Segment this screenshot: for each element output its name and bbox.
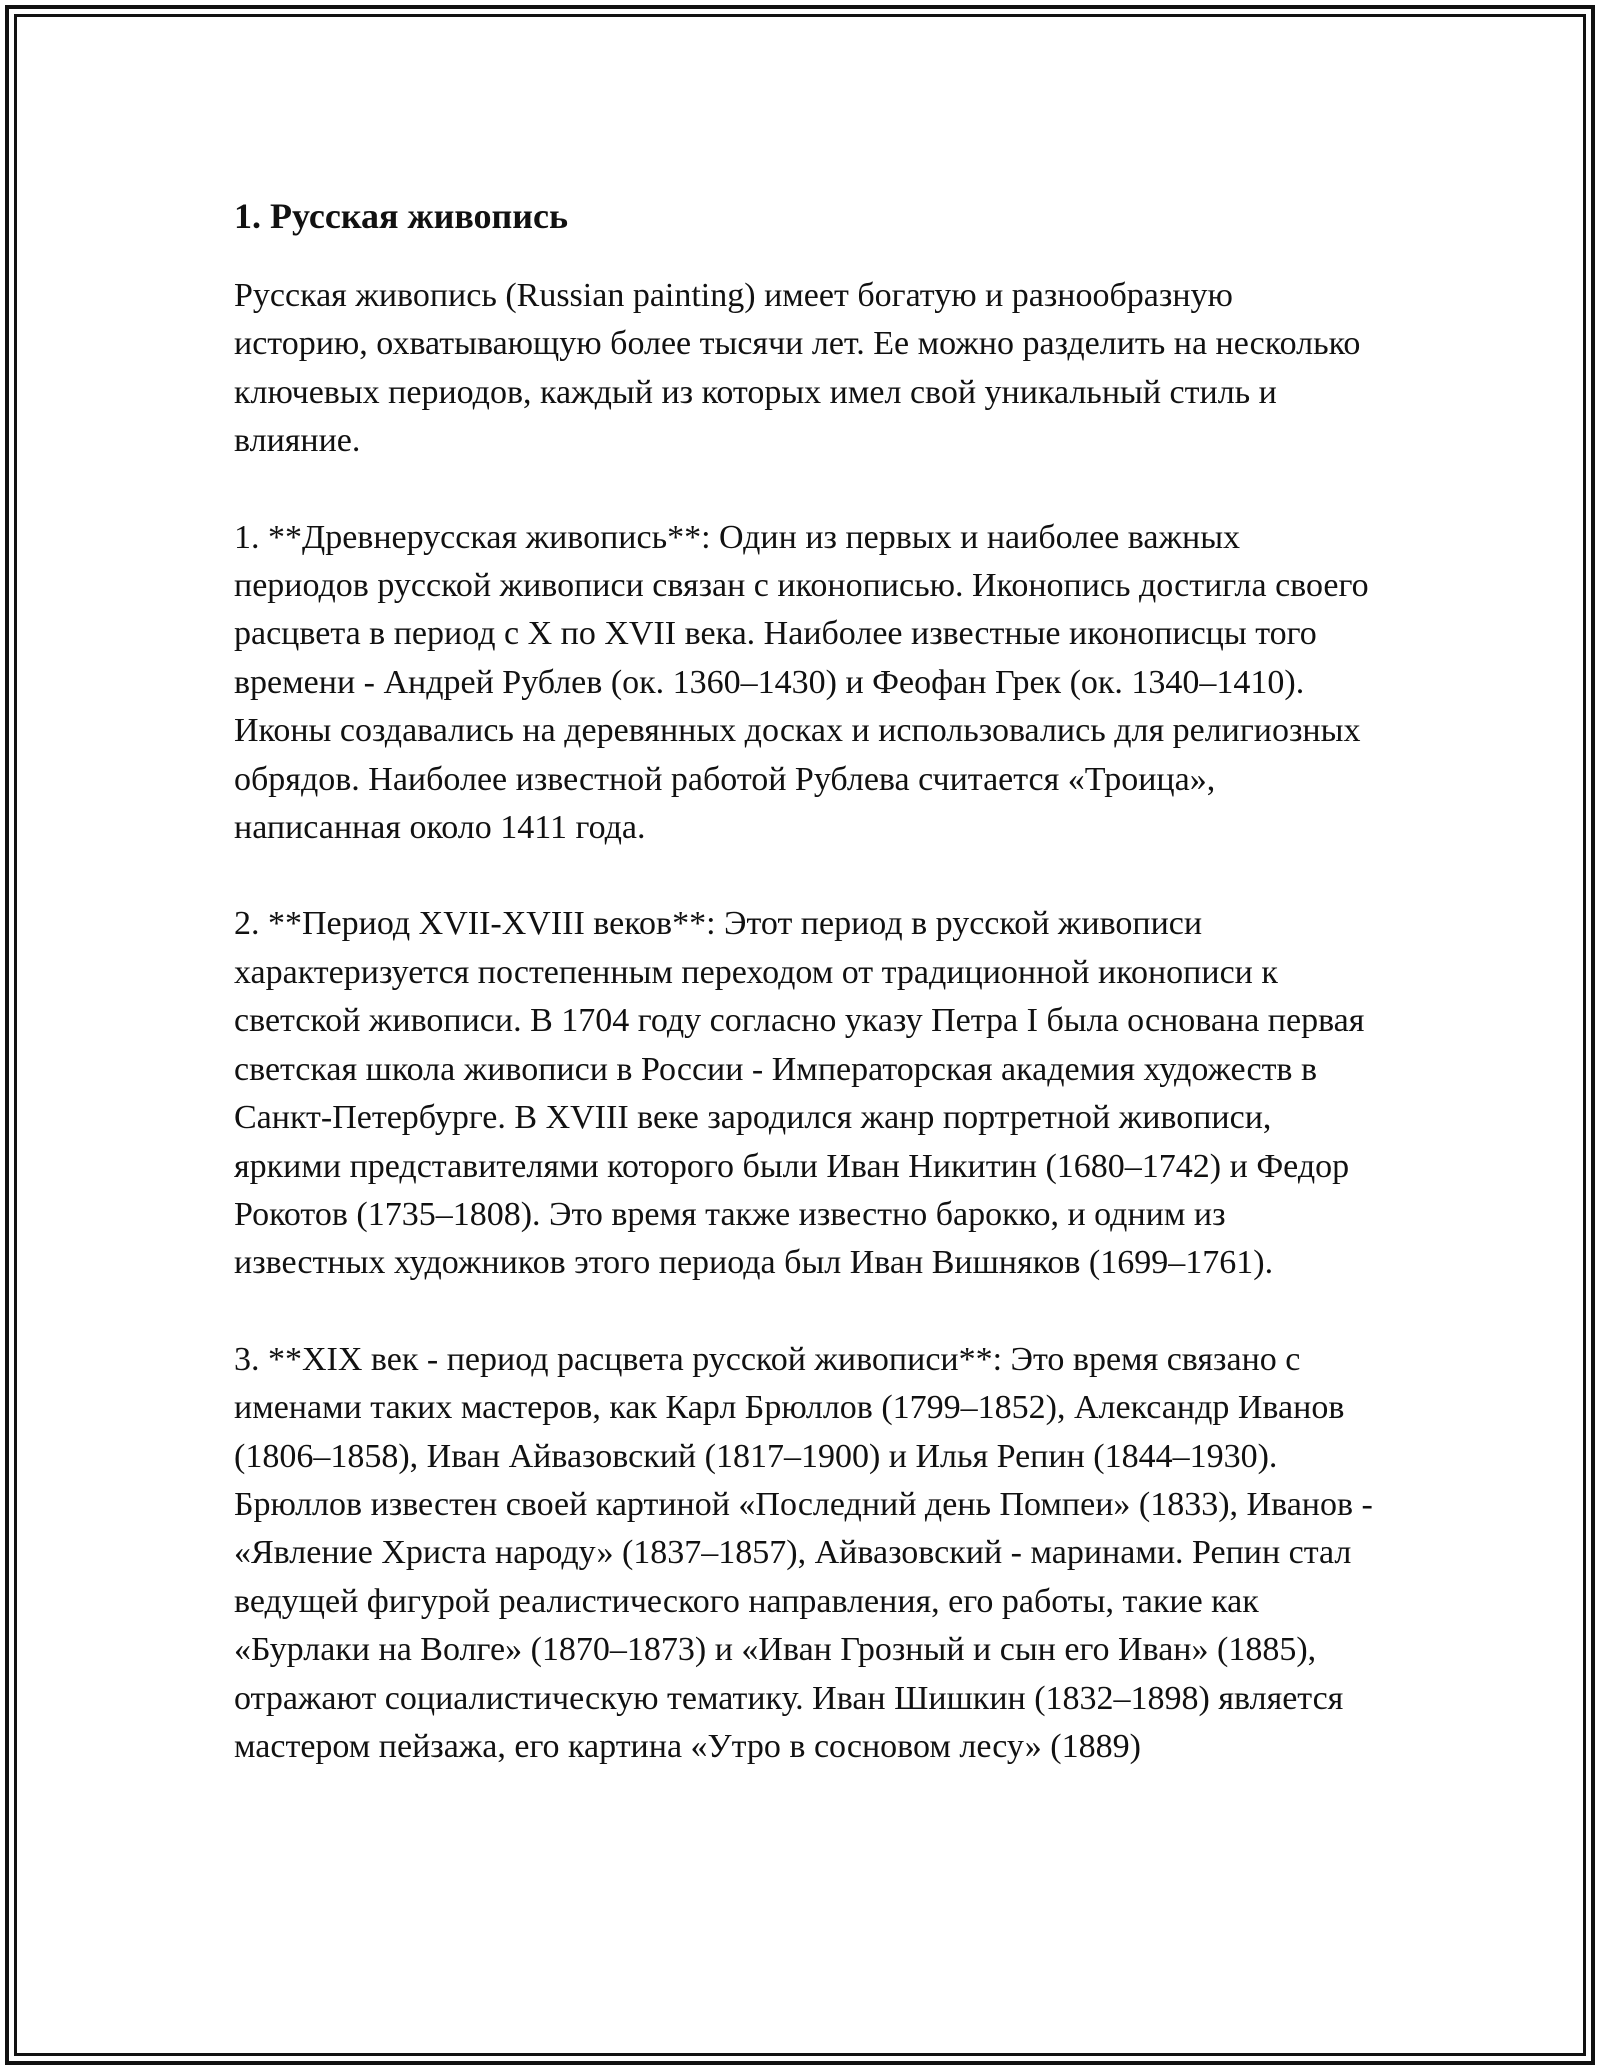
paragraph-old-russian-painting: 1. **Древнерусская живопись**: Один из первых и наиболее важных периодов русской живописи связан с иконописью. Иконопись достигла своего расцвета в период с X по XVII века. Наиболее известные иконописцы того времени - Андрей Рублев (ок. 1360–1430) и Феофан Грек (ок. 1340–1410). Иконы создавались на деревянных досках и использовались для религиозных обрядов. Наиболее известной работой Рублева считается «Троица», написанная около 1411 года. xyxy=(234,518,1369,847)
document-body xyxy=(234,186,1374,1771)
section-heading: 1. Русская живопись xyxy=(234,196,569,236)
paragraph-17-18-centuries: 2. **Период XVII-XVIII веков**: Этот период в русской живописи характеризуется постепенным переходом от традиционной иконописи к светской живописи. В 1704 году согласно указу Петра I была основана первая светская школа живописи в России - Императорская академия художеств в Санкт-Петербурге. В XVIII веке зародился жанр портретной живописи, яркими представителями которого были Иван Никитин (1680–1742) и Федор Рокотов (1735–1808). Это время также известно барокко, и одним из известных художников этого периода был Иван Вишняков (1699–1761). xyxy=(234,905,1365,1282)
intro-paragraph: Русская живопись (Russian painting) имеет богатую и разнообразную историю, охватывающую более тысячи лет. Ее можно разделить на несколько ключевых периодов, каждый из которых имел свой уникальный стиль и влияние. xyxy=(234,277,1361,460)
paragraph-19-century: 3. **XIX век - период расцвета русской живописи**: Это время связано с именами таких мастеров, как Карл Брюллов (1799–1852), Александр Иванов (1806–1858), Иван Айвазовский (1817–1900) и Илья Репин (1844–1930). Брюллов известен своей картиной «Последний день Помпеи» (1833), Иванов - «Явление Христа народу» (1837–1857), Айвазовский - маринами. Репин стал ведущей фигурой реалистического направления, его работы, такие как «Бурлаки на Волге» (1870–1873) и «Иван Грозный и сын его Иван» (1885), отражают социалистическую тематику. Иван Шишкин (1832–1898) является мастером пейзажа, его картина «Утро в сосновом лесу» (1889) xyxy=(234,1340,1373,1765)
